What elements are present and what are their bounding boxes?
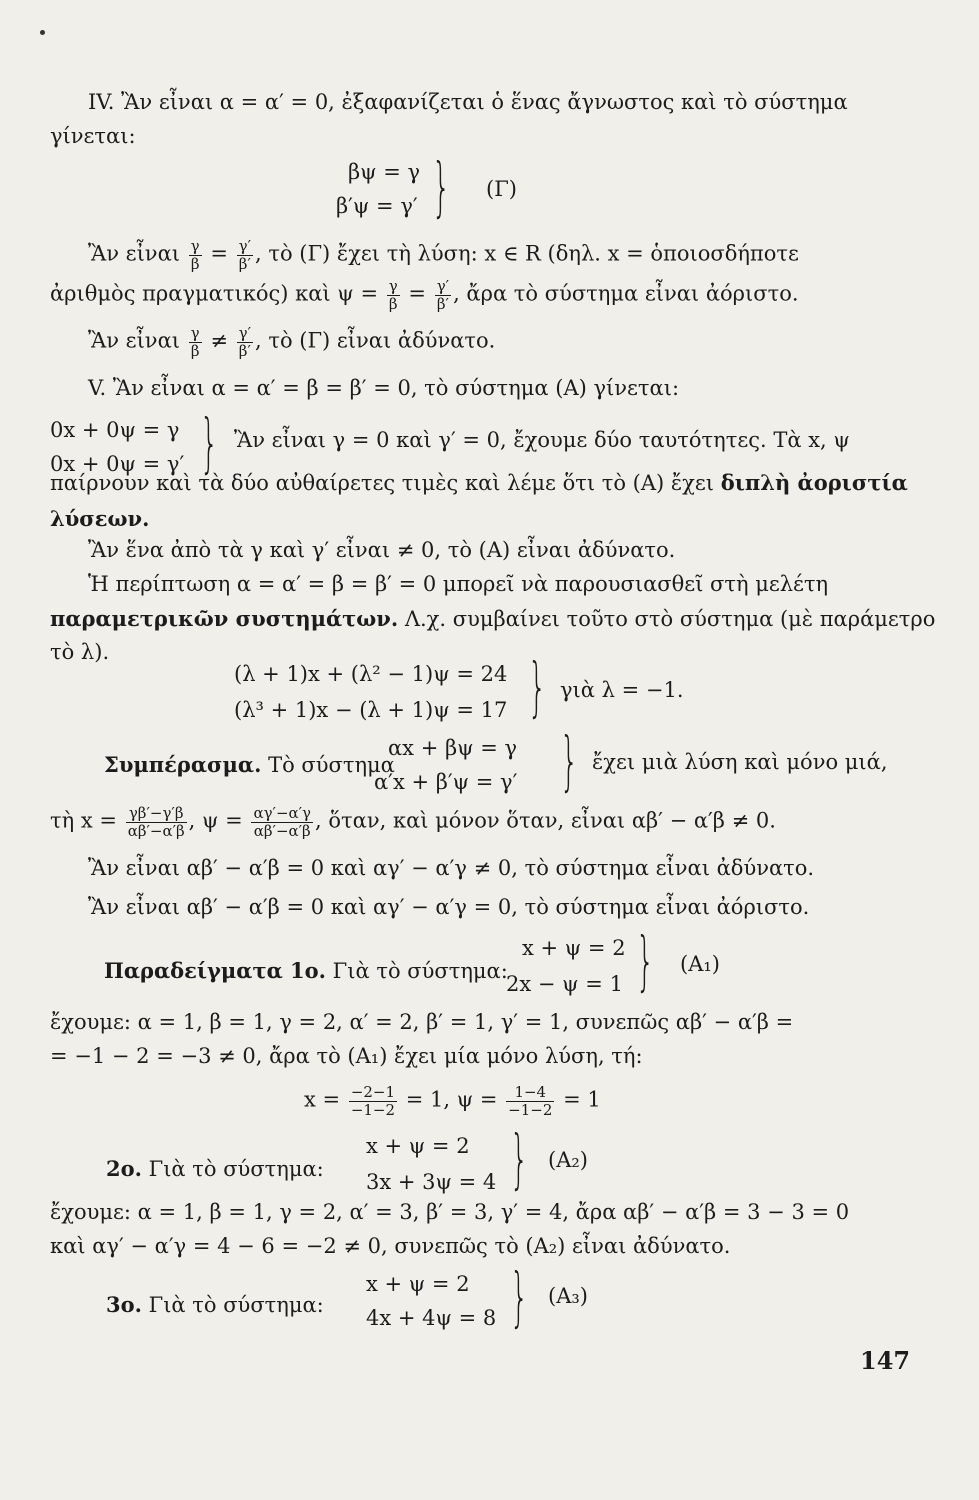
right-brace: } <box>560 725 579 799</box>
system-label: (Γ) <box>486 177 517 201</box>
text-segment: , ἄρα τὸ σύστημα εἶναι ἀόριστο. <box>453 281 799 306</box>
parameter-condition: γιὰ λ = −1. <box>560 678 684 702</box>
page-number: 147 <box>860 1346 911 1375</box>
text-line: Ἂν εἶναι αβ′ − α′β = 0 καὶ αγ′ − α′γ = 0, τὸ σύστημα εἶναι ἀόριστο. <box>88 895 810 919</box>
text-segment: , τὸ (Γ) εἶναι ἀδύνατο. <box>255 328 496 353</box>
system-s-eq1: αx + βψ = γ <box>388 736 518 760</box>
right-brace: } <box>528 651 547 725</box>
fraction <box>126 805 187 839</box>
system-label: (Α₂) <box>548 1148 588 1172</box>
fraction <box>506 1084 554 1118</box>
fraction-denominator: β <box>190 341 200 360</box>
fraction <box>189 325 202 359</box>
text-line: γίνεται: <box>50 124 136 148</box>
text-line: καὶ αγ′ − α′γ = 4 − 6 = −2 ≠ 0, συνεπῶς τὸ (Α₂) εἶναι ἀδύνατο. <box>50 1234 731 1258</box>
text-segment: = 1 <box>563 1087 601 1112</box>
text-line <box>104 958 508 984</box>
right-brace: } <box>510 1123 529 1197</box>
bold-term: διπλὴ ἀοριστία <box>720 470 908 495</box>
system-label: (Α₃) <box>548 1284 588 1308</box>
right-brace: } <box>432 151 451 225</box>
text-line <box>50 805 776 839</box>
system-a3-eq1: x + ψ = 2 <box>366 1272 470 1296</box>
equals-sign: = <box>408 281 426 306</box>
text-line <box>88 238 799 272</box>
system-a3-eq2: 4x + 4ψ = 8 <box>366 1306 497 1330</box>
text-line: ἔχουμε: α = 1, β = 1, γ = 2, α′ = 3, β′ = 3, γ′ = 4, ἄρα αβ′ − α′β = 3 − 3 = 0 <box>50 1200 850 1224</box>
fraction <box>251 805 313 839</box>
right-brace: } <box>510 1261 529 1335</box>
fraction-denominator: −1−2 <box>350 1100 396 1119</box>
fraction <box>387 278 400 312</box>
fraction-denominator: αβ′−α′β <box>127 821 185 840</box>
text-line: λύσεων. <box>50 506 150 531</box>
fraction-numerator: γ <box>388 277 398 295</box>
text-segment: = 1, ψ = <box>405 1087 498 1112</box>
system-v-eq2: 0x + 0ψ = γ′ <box>50 452 185 476</box>
fraction-numerator: αγ′−α′γ <box>253 804 312 822</box>
fraction-numerator: γ <box>190 324 200 342</box>
text-segment: Λ.χ. συμβαίνει τοῦτο στὸ σύστημα (μὲ παράμετρο <box>398 607 936 631</box>
ink-dot <box>40 30 45 35</box>
fraction <box>435 278 451 312</box>
fraction-numerator: γ′ <box>436 277 450 295</box>
equals-sign: = <box>210 241 228 266</box>
text-line: ἔχουμε: α = 1, β = 1, γ = 2, α′ = 2, β′ = 1, γ′ = 1, συνεπῶς αβ′ − α′β = <box>50 1010 794 1034</box>
text-segment: x = <box>304 1087 341 1112</box>
fraction-denominator: β′ <box>436 294 449 313</box>
fraction-numerator: 1−4 <box>506 1084 554 1102</box>
fraction <box>349 1084 397 1118</box>
fraction-denominator: −1−2 <box>508 1100 553 1119</box>
fraction-denominator: β <box>190 254 200 273</box>
text-line: V. Ἂν εἶναι α = α′ = β = β′ = 0, τὸ σύστημα (Α) γίνεται: <box>88 376 680 400</box>
text-line: τὸ λ). <box>50 640 110 664</box>
system-l-eq1: (λ + 1)x + (λ² − 1)ψ = 24 <box>234 662 508 686</box>
text-line: = −1 − 2 = −3 ≠ 0, ἄρα τὸ (Α₁) ἔχει μία μόνο λύση, τή: <box>50 1044 643 1068</box>
fraction-numerator: γβ′−γ′β <box>126 805 187 823</box>
text-segment: τὴ x = <box>50 808 117 833</box>
system-g-eq1: βψ = γ <box>348 160 421 184</box>
system-a1-eq2: 2x − ψ = 1 <box>506 972 623 996</box>
fraction-numerator: γ′ <box>238 324 251 342</box>
fraction-denominator: β′ <box>238 341 251 360</box>
not-equal-sign: ≠ <box>210 328 228 353</box>
text-segment: Γιὰ τὸ σύστημα: <box>148 1157 324 1181</box>
fraction <box>237 325 253 359</box>
system-s-eq2: α′x + β′ψ = γ′ <box>374 770 518 794</box>
text-line: Ἂν εἶναι γ = 0 καὶ γ′ = 0, ἔχουμε δύο ταυτότητες. Τὰ x, ψ <box>234 428 850 452</box>
system-l-eq2: (λ³ + 1)x − (λ + 1)ψ = 17 <box>234 698 508 722</box>
text-line <box>104 752 395 778</box>
text-segment: ἀριθμὸς πραγματικός) καὶ ψ = <box>50 281 379 306</box>
system-a2-eq2: 3x + 3ψ = 4 <box>366 1170 497 1194</box>
bold-term: 3ο. <box>106 1292 142 1317</box>
fraction <box>237 238 253 272</box>
system-label: (Α₁) <box>680 952 720 976</box>
fraction-denominator: β <box>388 294 398 313</box>
text-line: Ἡ περίπτωση α = α′ = β = β′ = 0 μπορεῖ νὰ παρουσιασθεῖ στὴ μελέτη <box>88 572 829 596</box>
right-brace: } <box>200 407 219 481</box>
fraction-numerator: γ <box>190 237 200 255</box>
text-segment: Ἂν εἶναι <box>88 328 180 353</box>
bold-term: Παραδείγματα 1ο. <box>104 958 326 983</box>
bold-term: παραμετρικῶν συστημάτων. <box>50 606 399 631</box>
text-segment: , ὅταν, καὶ μόνον ὅταν, εἶναι αβ′ − α′β ≠ 0. <box>315 808 776 833</box>
text-segment: Γιὰ τὸ σύστημα: <box>332 959 508 983</box>
text-segment: , ψ = <box>188 808 243 833</box>
fraction-numerator: −2−1 <box>350 1083 396 1101</box>
fraction-denominator: β′ <box>238 254 251 273</box>
fraction-numerator: γ′ <box>238 237 251 255</box>
text-segment: παίρνουν καὶ τὰ δύο αὐθαίρετες τιμὲς καὶ λέμε ὅτι τὸ (Α) ἔχει <box>50 471 715 495</box>
bold-term: Συμπέρασμα. <box>104 752 262 777</box>
text-line <box>304 1084 601 1118</box>
text-line <box>50 278 799 312</box>
text-line <box>106 1292 324 1318</box>
text-line: Ἂν ἕνα ἀπὸ τὰ γ καὶ γ′ εἶναι ≠ 0, τὸ (Α) εἶναι ἀδύνατο. <box>88 538 676 562</box>
text-line <box>50 606 935 632</box>
right-brace: } <box>636 925 655 999</box>
text-segment: , τὸ (Γ) ἔχει τὴ λύση: x ∈ R (δηλ. x = ὁποιοσδήποτε <box>255 241 799 266</box>
text-line: IV. Ἂν εἶναι α = α′ = 0, ἐξαφανίζεται ὁ ἕνας ἄγνωστος καὶ τὸ σύστημα <box>88 90 848 114</box>
text-line: ἔχει μιὰ λύση καὶ μόνο μιά, <box>592 750 888 774</box>
system-a1-eq1: x + ψ = 2 <box>522 936 626 960</box>
fraction-denominator: αβ′−α′β <box>253 821 311 840</box>
text-line <box>106 1156 324 1182</box>
system-a2-eq1: x + ψ = 2 <box>366 1134 470 1158</box>
fraction <box>189 238 202 272</box>
bold-term: 2ο. <box>106 1156 142 1181</box>
text-segment: Ἂν εἶναι <box>88 241 180 266</box>
system-g-eq2: β′ψ = γ′ <box>336 194 418 218</box>
text-line: Ἂν εἶναι αβ′ − α′β = 0 καὶ αγ′ − α′γ ≠ 0, τὸ σύστημα εἶναι ἀδύνατο. <box>88 856 815 880</box>
system-v-eq1: 0x + 0ψ = γ <box>50 418 180 442</box>
text-line <box>88 325 495 359</box>
text-segment: Γιὰ τὸ σύστημα: <box>148 1293 324 1317</box>
text-line <box>50 470 908 496</box>
text-segment: Τὸ σύστημα <box>268 753 395 777</box>
